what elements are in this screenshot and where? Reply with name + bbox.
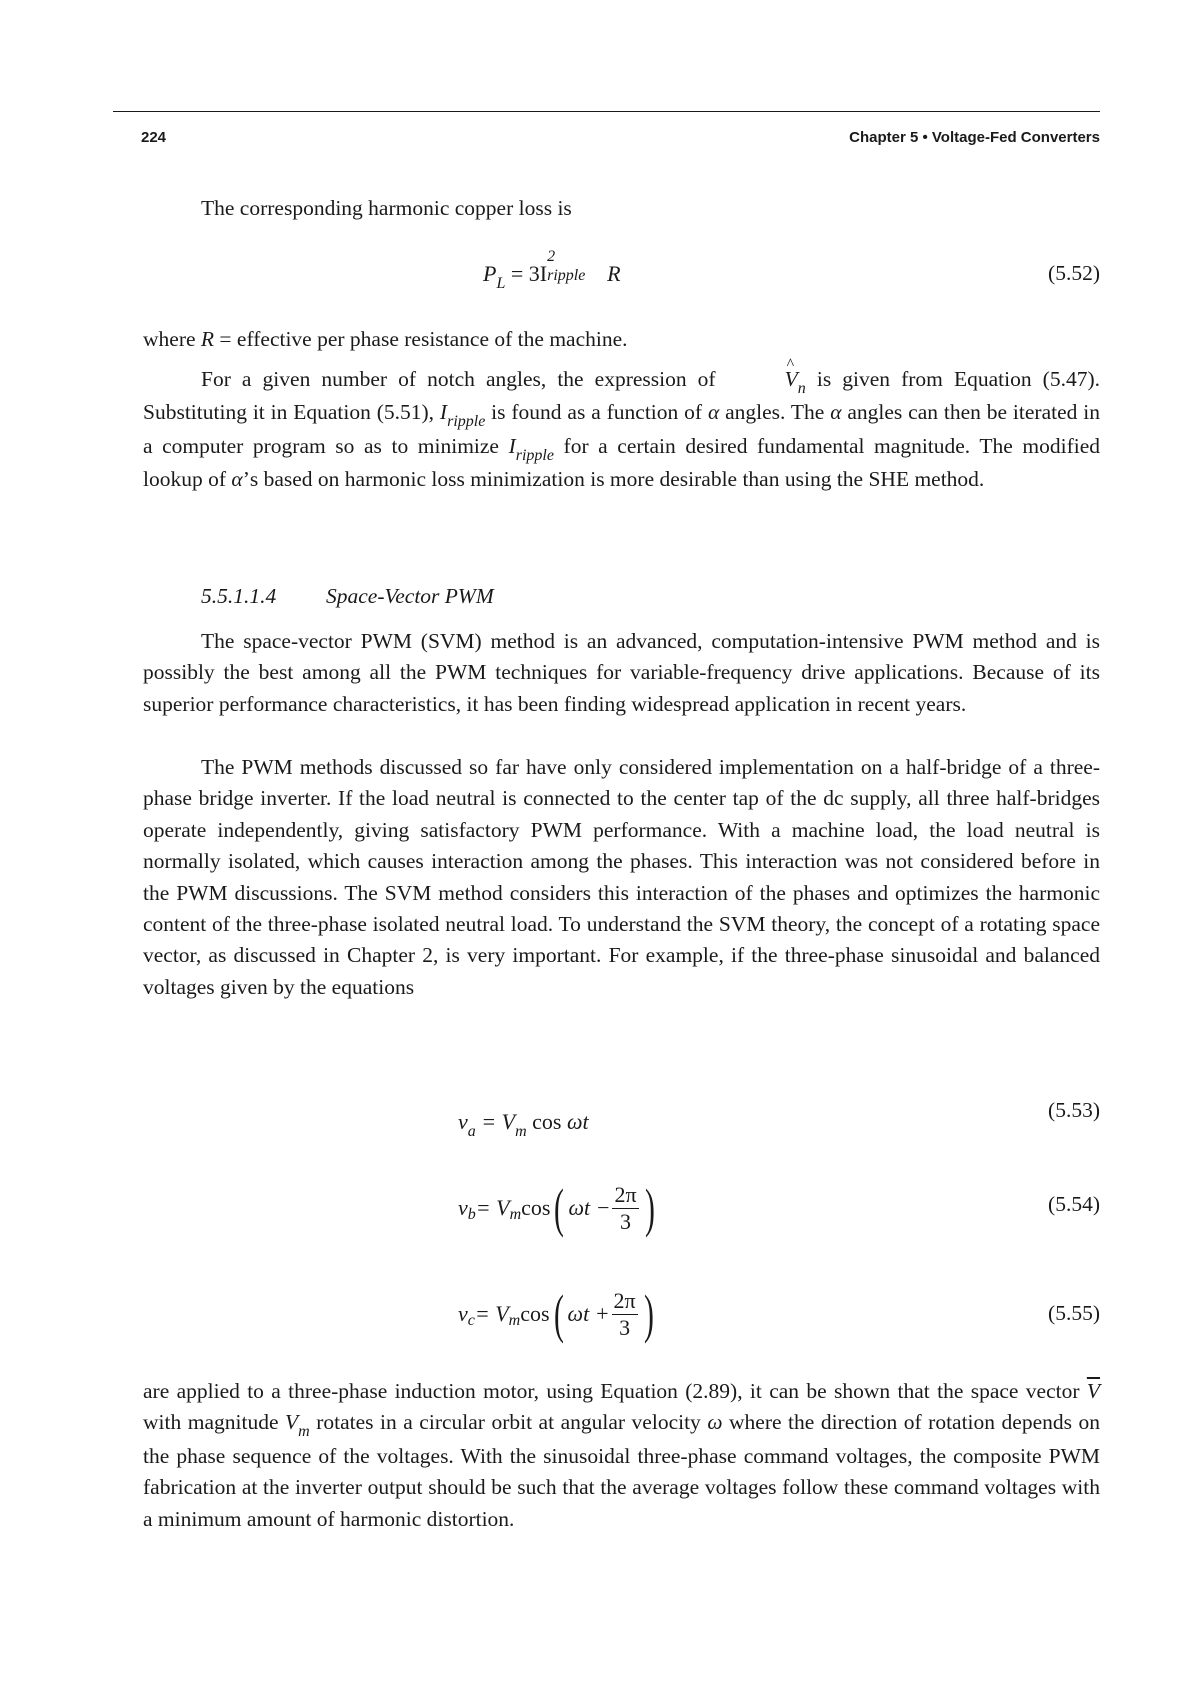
eq-symbol: v: [458, 1195, 468, 1220]
equation-5-54: [458, 1178, 659, 1238]
alpha-symbol: α: [707, 400, 720, 425]
equation-number-5-52: (5.52): [1048, 261, 1100, 285]
paragraph-notch-angles: [143, 364, 1100, 496]
text-run: rotates in a circular orbit at angular velocity: [309, 1410, 708, 1435]
equation-5-52: [483, 248, 621, 292]
right-paren: ): [644, 1178, 655, 1238]
subsection-heading: [201, 584, 494, 609]
eq-subscript: m: [515, 1123, 527, 1140]
subsection-title: Space-Vector PWM: [326, 584, 494, 608]
subscript-ripple: ripple: [447, 413, 486, 431]
eq-symbol: = V: [474, 1301, 509, 1326]
v-symbol: V: [285, 1410, 299, 1435]
subscript-n: n: [797, 380, 806, 397]
left-paren: (: [553, 1284, 564, 1344]
eq-symbol: P: [483, 261, 497, 286]
v-bar-symbol: $\overline{V}$: [1086, 1379, 1100, 1403]
running-header: [113, 111, 1100, 152]
eq-argument: ωt −: [568, 1195, 611, 1220]
equation-number-5-55: (5.55): [1048, 1301, 1100, 1325]
equation-5-53: [458, 1109, 589, 1140]
eq-cos: cos: [521, 1195, 551, 1220]
text-run: angles can then be iterated in a computer program so as to minimize: [143, 400, 1100, 458]
text-run: is given from Equation (5.47). Substituting it in Equation (5.51),: [143, 367, 1100, 425]
var-r: R: [200, 327, 215, 351]
fraction: [612, 1288, 638, 1341]
subsection-number: 5.5.1.1.4: [201, 584, 277, 608]
subscript-ripple: ripple: [515, 446, 554, 464]
eq-subscript-ripple: ripple: [547, 267, 586, 284]
text-run: are applied to a three-phase induction motor, using Equation (2.89), it can be shown that the space vector: [143, 1379, 1087, 1403]
text-run: For a given number of notch angles, the expression of: [201, 367, 727, 391]
fraction-numerator: 2π: [614, 1181, 637, 1207]
fraction: [612, 1182, 638, 1235]
intro-line: The corresponding harmonic copper loss is: [201, 196, 572, 220]
where-definition: = effective per phase resistance of the machine.: [214, 327, 628, 351]
eq-cos: cos: [526, 1109, 567, 1134]
where-text: where: [143, 327, 201, 351]
eq-subscript: m: [508, 1312, 521, 1329]
equation-5-55: [458, 1284, 658, 1344]
eq-subscript: b: [467, 1206, 476, 1223]
text-run: with magnitude: [143, 1410, 285, 1435]
eq-subscript: m: [509, 1206, 522, 1223]
paragraph-svm-theory: The PWM methods discussed so far have only considered implementation on a half-bridge of a three-phase bridge inverter. If the load neutral is connected to the center tap of the dc supply, all three half-bridges operate independently, giving satisfactory PWM performance. With a machine load, the load neutral is normally isolated, which causes interaction among the phases. This interaction was not considered before in the PWM discussions. The SVM method considers this interaction of the phases and optimizes the harmonic content of the three-phase isolated neutral load. To understand the SVM theory, the concept of a rotating space vector, as discussed in Chapter 2, is very important. For example, if the three-phase sinusoidal and balanced voltages given by the equations: [143, 755, 1100, 999]
equation-number-5-53: (5.53): [1048, 1098, 1100, 1122]
left-paren: (: [554, 1178, 565, 1238]
chapter-title: Chapter 5 • Voltage-Fed Converters: [849, 129, 1100, 146]
alpha-symbol: α: [231, 467, 243, 492]
text-run: for a certain desired fundamental magnitude. The modified lookup of: [143, 433, 1100, 492]
text-run: ’s based on harmonic loss minimization is more desirable than using the SHE method.: [242, 467, 985, 492]
fraction-numerator: 2π: [613, 1287, 636, 1313]
eq-supsub-stack: [547, 248, 607, 284]
omega-symbol: ω: [707, 1410, 723, 1435]
eq-argument: ωt: [566, 1109, 589, 1134]
page-number: 224: [141, 129, 167, 146]
i-symbol: I: [439, 400, 448, 425]
eq-symbol-r: R: [607, 261, 621, 286]
subscript-m: m: [298, 1423, 310, 1441]
eq-cos: cos: [520, 1301, 550, 1326]
eq-symbol: v: [458, 1301, 468, 1326]
v-hat-symbol: ^ V: [727, 364, 798, 395]
alpha-symbol: α: [830, 400, 842, 425]
right-paren: ): [643, 1284, 654, 1344]
text-run: where the direction of rotation depends on the phase sequence of the voltages. With the sinusoidal three-phase command voltages, the composite PWM fabrication at the inverter output should be such that the average voltages follow these command voltages with a minimum amount of harmonic distortion.: [143, 1410, 1100, 1531]
fraction-denominator: 3: [619, 1208, 631, 1234]
i-symbol: I: [508, 433, 516, 458]
eq-symbol: = V: [475, 1195, 510, 1220]
paragraph-space-vector: [143, 1376, 1100, 1535]
text-run: is found as a function of: [485, 400, 708, 425]
eq-subscript: L: [496, 275, 506, 292]
eq-argument: ωt +: [567, 1301, 610, 1326]
text-run: angles. The: [719, 400, 831, 425]
equation-number-5-54: (5.54): [1048, 1192, 1100, 1216]
where-line: [143, 324, 1100, 355]
eq-subscript: a: [467, 1123, 476, 1140]
eq-operator: = 3I: [505, 261, 548, 286]
eq-symbol: = V: [475, 1109, 516, 1134]
eq-subscript: c: [467, 1312, 475, 1329]
fraction-denominator: 3: [619, 1314, 631, 1340]
paragraph-svm-intro: The space-vector PWM (SVM) method is an advanced, computation-intensive PWM method and is possibly the best among all the PWM techniques for variable-frequency drive applications. Because of its superior performance characteristics, it has been finding widespread application in recent years.: [143, 629, 1100, 716]
eq-symbol: v: [458, 1109, 468, 1134]
eq-superscript: 2: [547, 248, 556, 265]
